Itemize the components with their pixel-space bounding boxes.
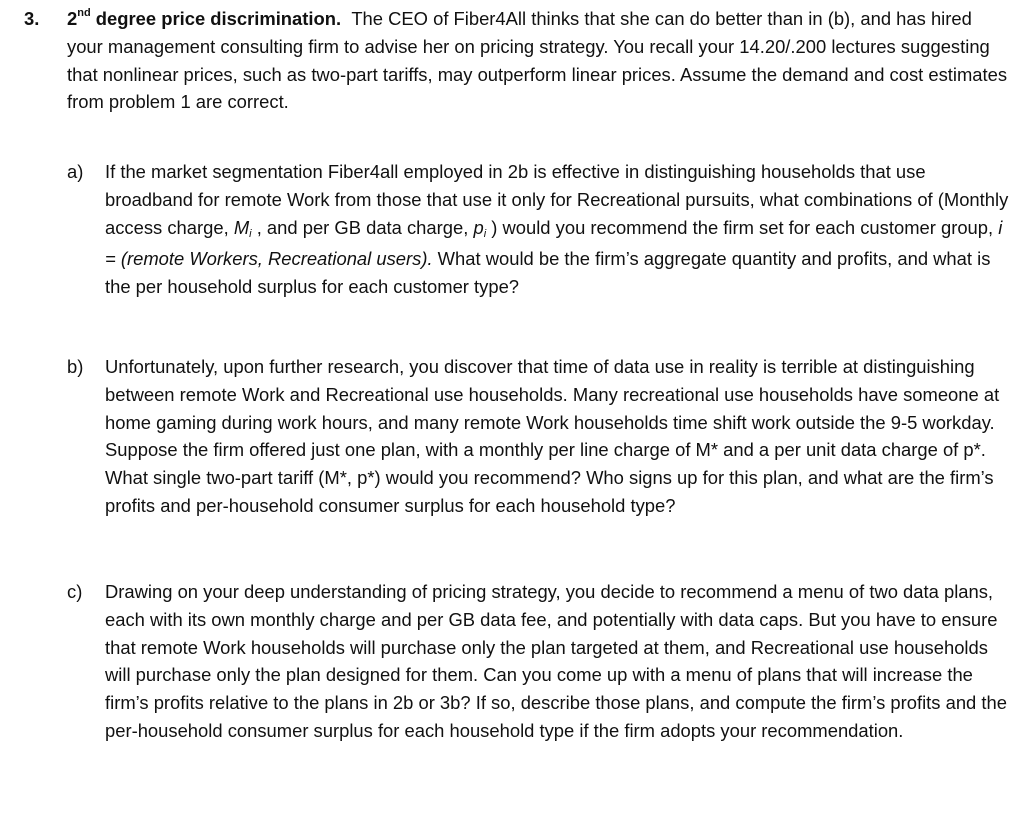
intro-text: The CEO of Fiber4All thinks that she can do better than in (b), and has hired your management consulting firm to advise her on pricing strategy. You recall your 14.20/.200 lectures suggesting that nonlinear prices, such as two-part tariffs, may outperform linear prices. Assume the demand and cost estimates from problem 1 are correct. (67, 8, 1008, 113)
problem-3 (0, 5, 1024, 116)
part-a-text-1: If the market segmentation Fiber4all employed in 2b is effective in distinguishing households that use broadband for remote Work from those that use it only for Recreational pursuits, what combinations of (Monthly access charge, (105, 161, 1009, 238)
part-a-text-2: , and per GB data charge, (251, 216, 474, 238)
part-a-label: a) (67, 161, 84, 182)
problem-title (67, 8, 341, 29)
part-b-label: b) (67, 356, 84, 377)
part-a-text-3: ) would you recommend the firm set for each customer group, (486, 216, 999, 238)
problem-number: 3. (24, 8, 40, 29)
monthly-charge-variable: M (233, 216, 250, 238)
title-ordinal-suffix: nd (77, 6, 91, 19)
data-charge-variable: p (473, 216, 484, 238)
part-a (0, 158, 1024, 301)
problem-intro (67, 5, 1012, 116)
part-a-text-4: What would be the firm’s aggregate quantity and profits, and what is the per household surplus for each customer type? (105, 248, 991, 298)
part-b (0, 353, 1024, 520)
part-c-label: c) (67, 581, 83, 602)
part-c (0, 578, 1024, 745)
part-c-text: Drawing on your deep understanding of pricing strategy, you decide to recommend a menu of two data plans, each with its own monthly charge and per GB data fee, and potentially with data caps. But you have to ensure that remote Work households will purchase only the plan targeted at them, and Recreational use households will purchase only the plan designed for them. Can you come up with a menu of plans that will increase the firm’s profits relative to the plans in 2b or 3b? If so, describe those plans, and compute the firm’s profits and the per-household consumer surplus for each household type if the firm adopts your recommendation. (105, 581, 1007, 741)
title-text: degree price discrimination. (90, 8, 342, 29)
part-b-text: Unfortunately, upon further research, you discover that time of data use in reality is terrible at distinguishing between remote Work and Recreational use households. Many recreational use households have someone at home gaming during work hours, and many remote Work households time shift work outside the 9-5 workday. Suppose the firm offered just one plan, with a monthly per line charge of M* and a per unit data charge of p*. What single two-part tariff (M*, p*) would you recommend? Who signs up for this plan, and what are the firm’s profits and per-household consumer surplus for each household type? (105, 356, 1000, 516)
data-charge-subscript: i (483, 227, 487, 240)
title-ordinal: 2 (67, 8, 78, 29)
customer-group-definition: i = (remote Workers, Recreational users). (105, 216, 1003, 270)
part-a-text (105, 158, 1010, 301)
monthly-charge-subscript: i (249, 227, 252, 240)
